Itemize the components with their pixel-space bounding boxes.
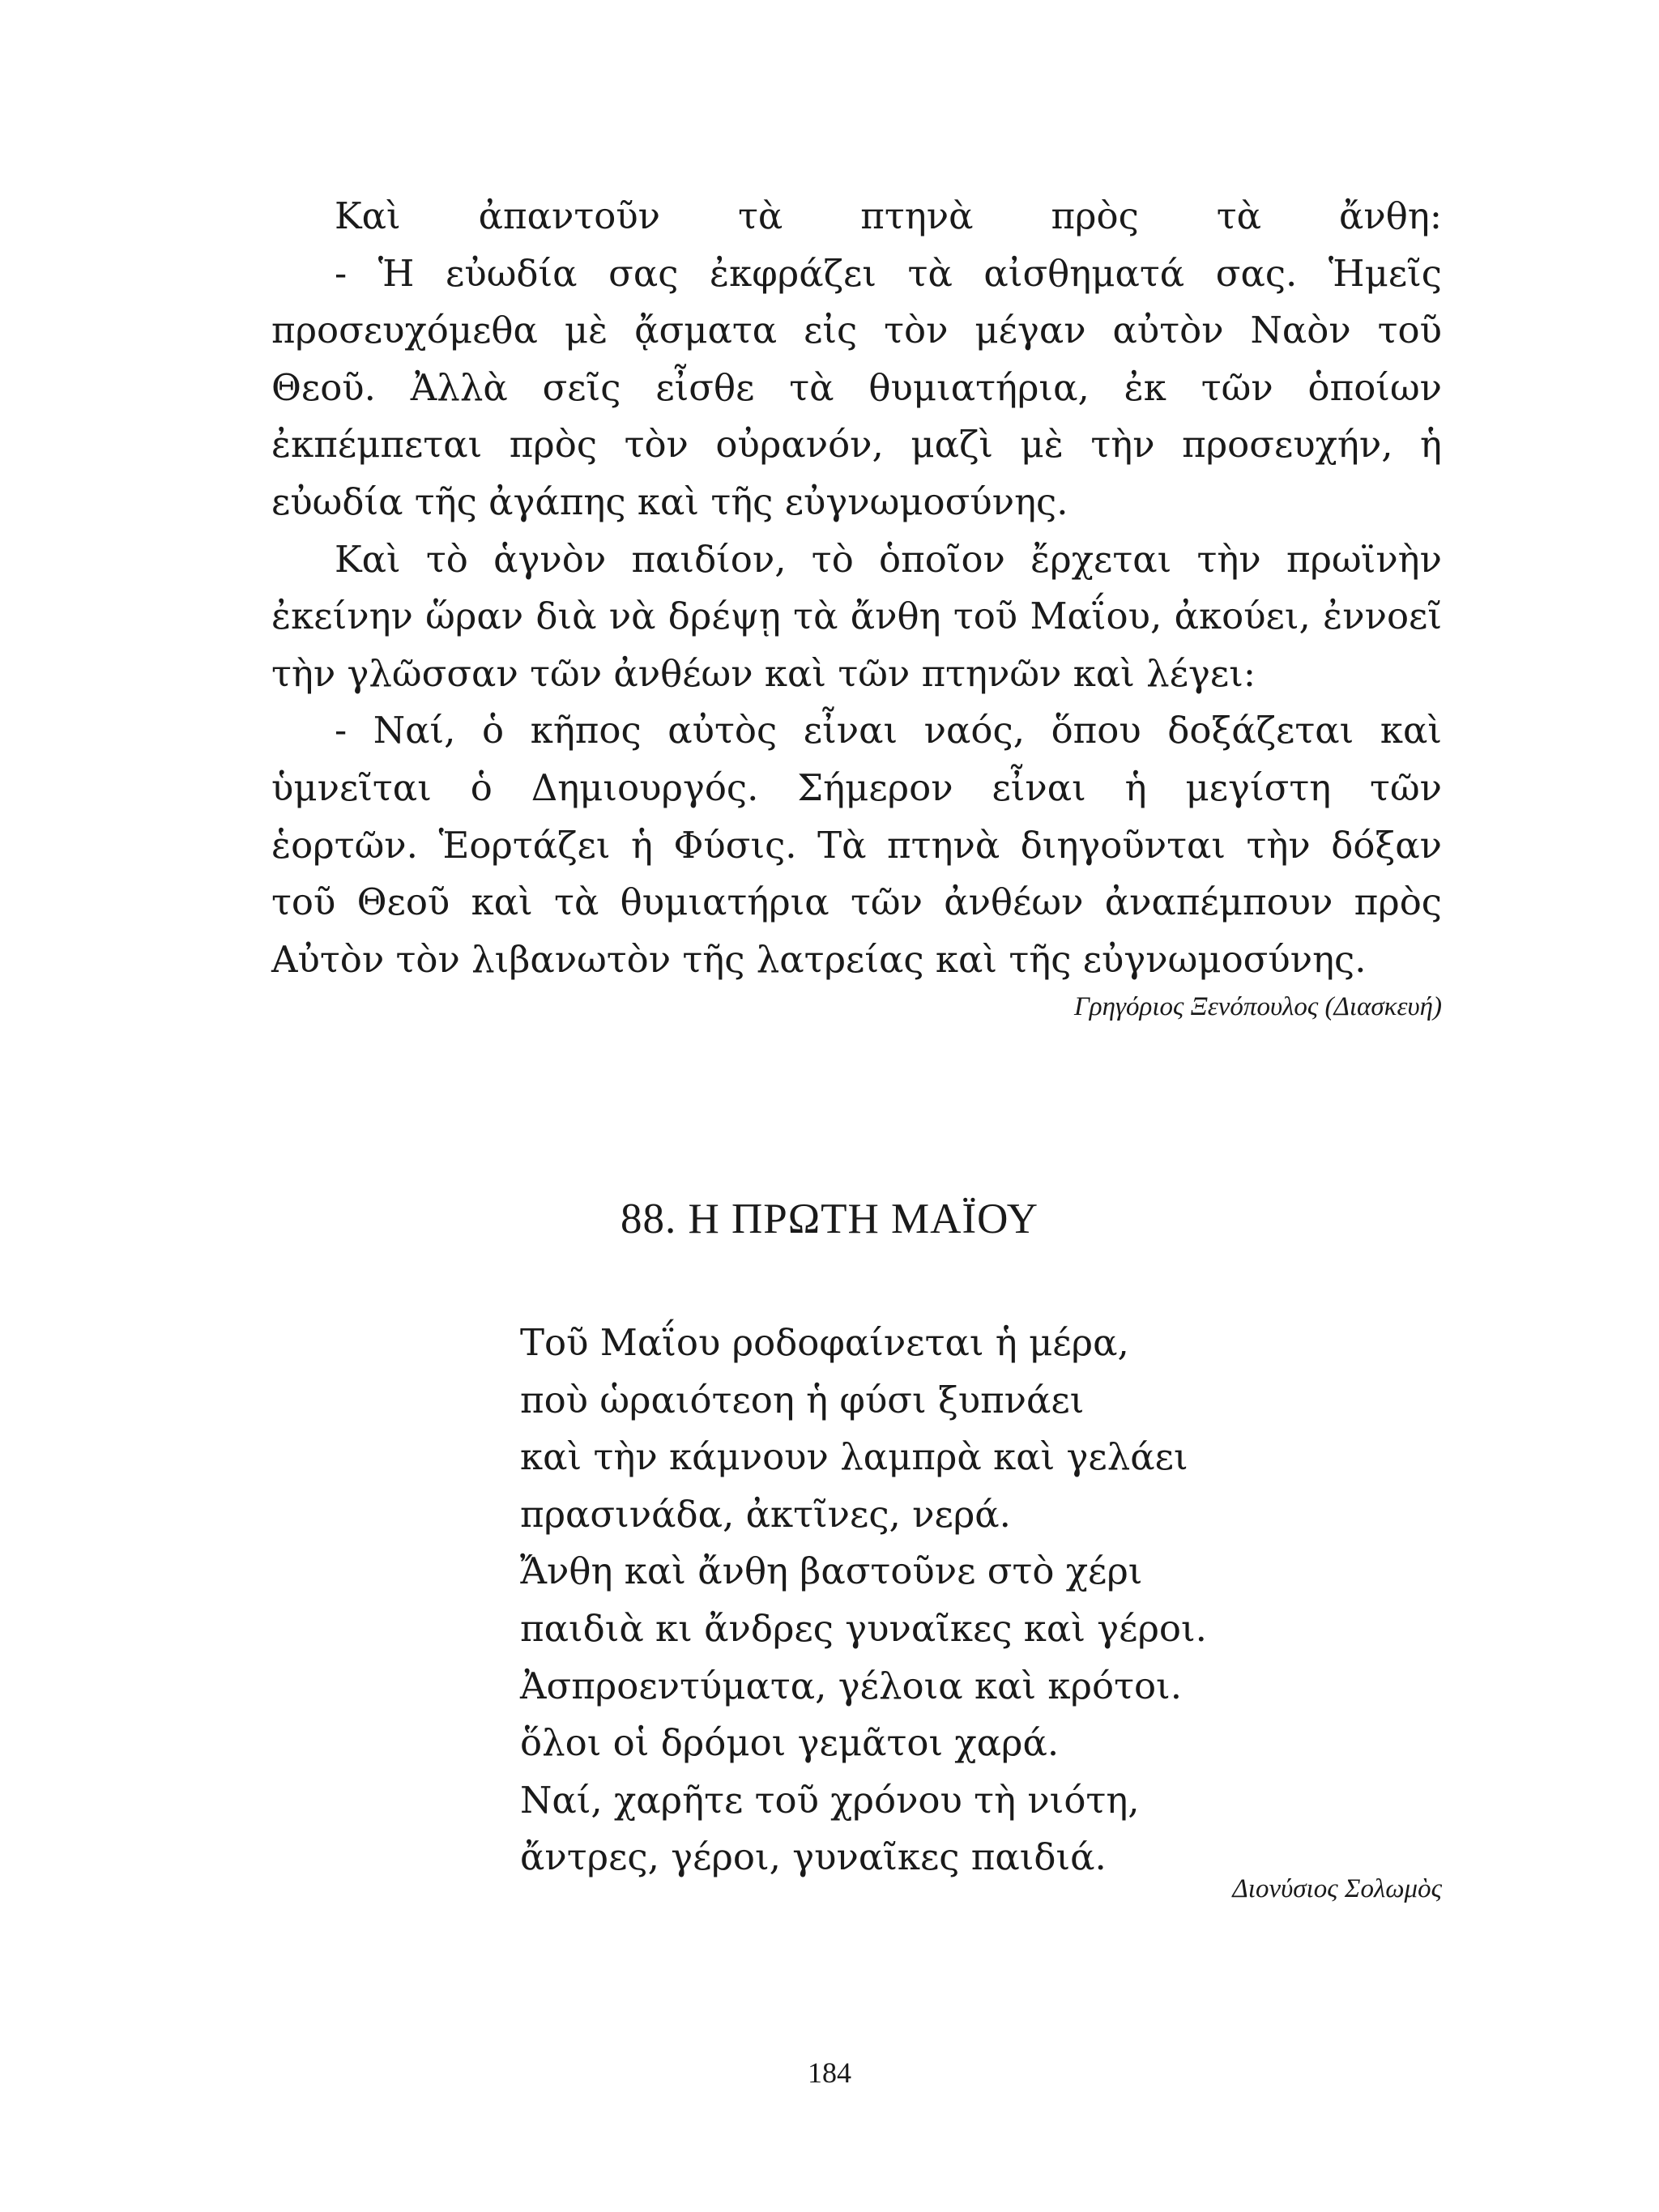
prose-line: ἐκείνην ὥραν διὰ νὰ δρέψῃ τὰ ἄνθη τοῦ Μαΐου, ἀκούει, ἐννοεῖ	[271, 595, 1442, 638]
poem-line: ὅλοι οἱ δρόμοι γεμᾶτοι χαρά.	[520, 1721, 1060, 1765]
poem-line: παιδιὰ κι ἄνδρες γυναῖκες καὶ γέροι.	[520, 1606, 1207, 1650]
poem-attribution: Διονύσιος Σολωμὸς	[1232, 1874, 1442, 1903]
prose-line: ὑμνεῖται ὁ Δημιουργός. Σήμερον εἶναι ἡ μεγίστη τῶν	[271, 765, 1442, 809]
poem-line: πρασινάδα, ἀκτῖνες, νερά.	[520, 1492, 1011, 1536]
prose-passage	[271, 188, 1442, 988]
poem-line: Ἄνθη καὶ ἄνθη βαστοῦνε στὸ χέρι	[520, 1549, 1143, 1593]
prose-line: Καὶ ἀπαντοῦν τὰ πτηνὰ πρὸς τὰ ἄνθη:	[335, 194, 1442, 237]
poem-line: Ἀσπροεντύματα, γέλοια καὶ κρότοι.	[520, 1664, 1183, 1707]
poem-line: ἄντρες, γέροι, γυναῖκες παιδιά.	[520, 1835, 1107, 1879]
poem-line: ποὺ ὡραιότεοη ἡ φύσι ξυπνάει	[520, 1378, 1085, 1421]
prose-line: προσευχόμεθα μὲ ᾄσματα εἰς τὸν μέγαν αὐτὸν Ναὸν τοῦ	[271, 309, 1442, 352]
prose-line: Θεοῦ. Ἀλλὰ σεῖς εἶσθε τὰ θυμιατήρια, ἐκ τῶν ὁποίων	[271, 365, 1442, 409]
prose-attribution: Γρηγόριος Ξενόπουλος (Διασκευή)	[1074, 992, 1442, 1021]
poem-line: Τοῦ Μαΐου ροδοφαίνεται ἡ μέρα,	[520, 1321, 1129, 1364]
prose-line: Καὶ τὸ ἁγνὸν παιδίον, τὸ ὁποῖον ἔρχεται τὴν πρωϊνὴν	[335, 537, 1442, 581]
prose-line: τοῦ Θεοῦ καὶ τὰ θυμιατήρια τῶν ἀνθέων ἀναπέμπουν πρὸς	[271, 880, 1442, 924]
prose-line: - Ἡ εὐωδία σας ἐκφράζει τὰ αἰσθηματά σας. Ἡμεῖς	[335, 251, 1442, 295]
prose-line: εὐωδία τῆς ἀγάπης καὶ τῆς εὐγνωμοσύνης.	[271, 479, 1068, 523]
prose-line: τὴν γλῶσσαν τῶν ἀνθέων καὶ τῶν πτηνῶν καὶ λέγει:	[271, 651, 1256, 695]
poem-line: καὶ τὴν κάμνουν λαμπρὰ καὶ γελάει	[520, 1435, 1188, 1479]
prose-line: ἑορτῶν. Ἑορτάζει ἡ Φύσις. Τὰ πτηνὰ διηγοῦνται τὴν δόξαν	[271, 823, 1442, 867]
prose-line: Αὐτὸν τὸν λιβανωτὸν τῆς λατρείας καὶ τῆς εὐγνωμοσύνης.	[271, 937, 1367, 981]
poem-title: 88. Η ΠΡΩΤΗ ΜΑΪΟΥ	[620, 1196, 1039, 1242]
prose-line: ἐκπέμπεται πρὸς τὸν οὐρανόν, μαζὶ μὲ τὴν προσευχήν, ἡ	[271, 423, 1442, 467]
poem-line: Ναί, χαρῆτε τοῦ χρόνου τὴ νιότη,	[520, 1778, 1140, 1822]
poem-body	[520, 1315, 1207, 1886]
prose-line: - Ναί, ὁ κῆπος αὐτὸς εἶναι ναός, ὅπου δοξάζεται καὶ	[335, 709, 1442, 752]
page-number: 184	[808, 2056, 851, 2089]
